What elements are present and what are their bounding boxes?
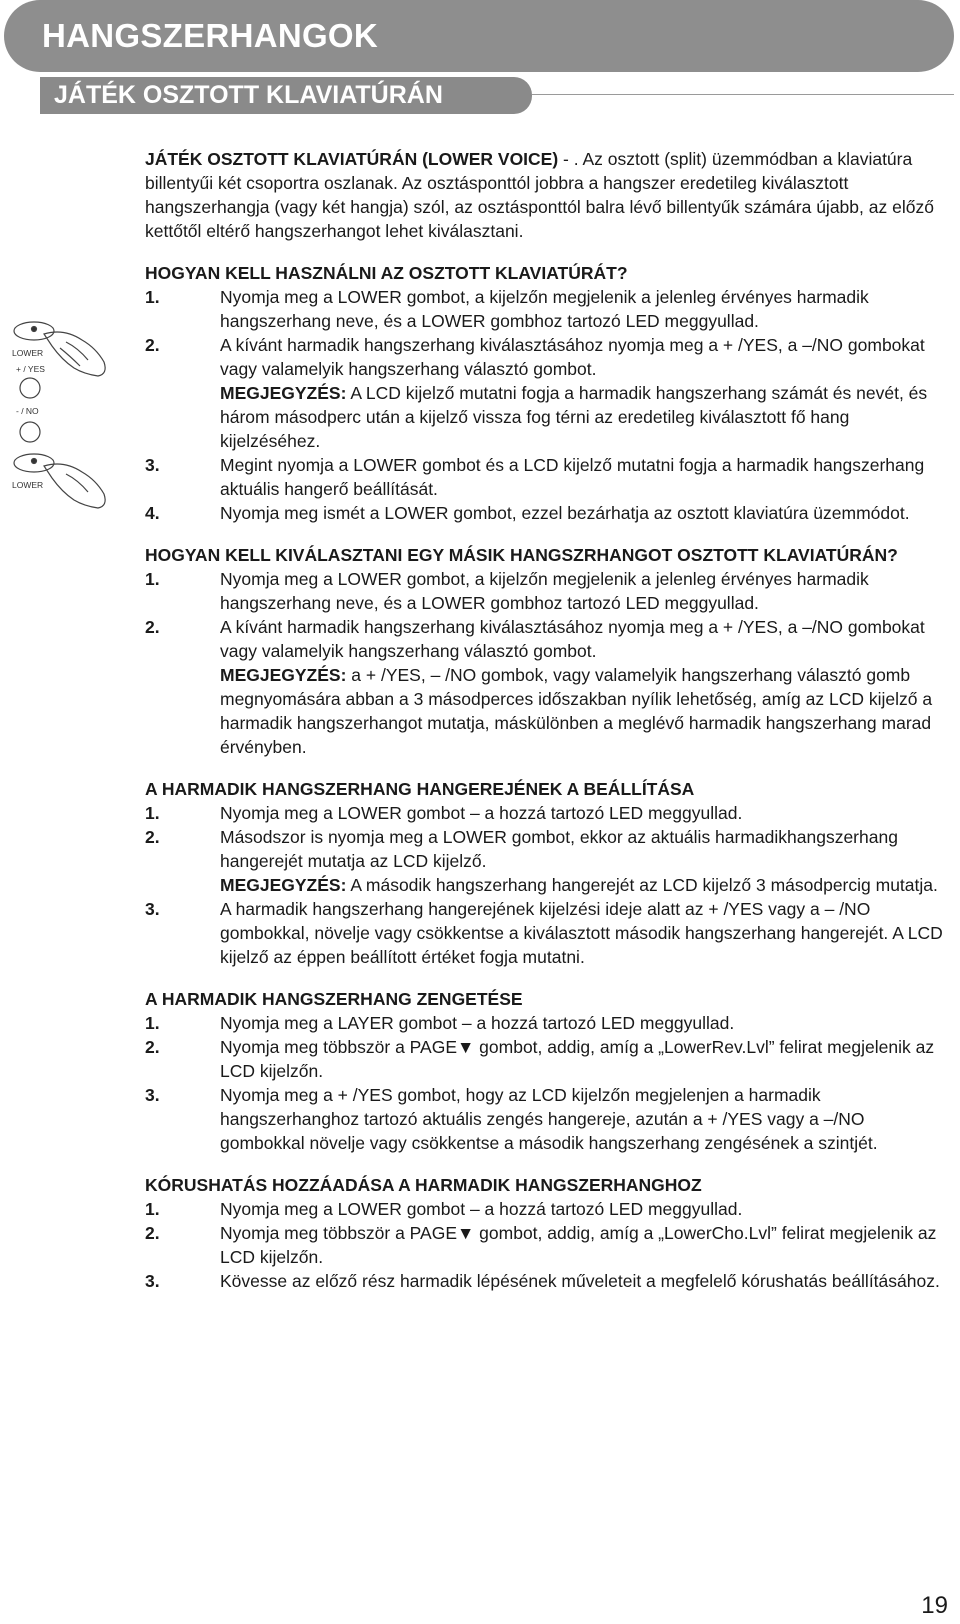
intro-paragraph bbox=[145, 147, 953, 243]
step-text: Nyomja meg a LOWER gombot – a hozzá tartozó LED meggyullad. bbox=[220, 803, 743, 823]
step-number: 2. bbox=[145, 827, 160, 847]
numbered-step bbox=[145, 285, 953, 333]
note-text: a + /YES, – /NO gombok, vagy valamelyik hangszerhang választó gomb megnyomására abban a 3 másodperces időszakban nyílik lehetőség, amíg az LCD kijelző a harmadik hangszerhangot mutatja, máskülönben a meglévő harmadik hangszerhang marad érvényben. bbox=[220, 665, 933, 757]
pressing-hand-icon bbox=[44, 332, 105, 376]
step-text: Nyomja meg a + /YES gombot, hogy az LCD kijelzőn megjelenjen a harmadik hangszerhanghoz tartozó aktuális zengés hangereje, azután a + /YES vagy a –/NO gombokkal növelje vagy csökkentse a második hangszerhang zengésének a szintjét. bbox=[220, 1085, 878, 1153]
no-button-icon bbox=[20, 422, 40, 442]
page-number: 19 bbox=[921, 1592, 948, 1619]
step-text: A kívánt harmadik hangszerhang kiválasztásához nyomja meg a + /YES, a –/NO gombokat vagy valamelyik hangszerhang választó gombot. bbox=[220, 617, 925, 661]
numbered-step bbox=[145, 1011, 953, 1035]
illus-label-lower: LOWER bbox=[12, 348, 44, 358]
step-text: Nyomja meg a LOWER gombot – a hozzá tartozó LED meggyullad. bbox=[220, 1199, 743, 1219]
button-press-illustration bbox=[4, 318, 112, 518]
step-number: 2. bbox=[145, 1037, 160, 1057]
step-number: 2. bbox=[145, 617, 160, 637]
step-text: Megint nyomja a LOWER gombot és a LCD kijelző mutatni fogja a harmadik hangszerhang aktuális hangerő beállítását. bbox=[220, 455, 925, 499]
intro-lead: JÁTÉK OSZTOTT KLAVIATÚRÁN (LOWER VOICE) bbox=[145, 149, 559, 169]
step-text: Nyomja meg többször a PAGE▼ gombot, addig, amíg a „LowerCho.Lvl” felirat megjelenik az LCD kijelzőn. bbox=[220, 1223, 937, 1267]
section-heading: KÓRUSHATÁS HOZZÁADÁSA A HARMADIK HANGSZERHANGHOZ bbox=[145, 1175, 702, 1195]
step-number: 1. bbox=[145, 803, 160, 823]
step-text: Nyomja meg többször a PAGE▼ gombot, addig, amíg a „LowerRev.Lvl” felirat megjelenik az LCD kijelzőn. bbox=[220, 1037, 935, 1081]
section-divider bbox=[532, 94, 954, 95]
note-label: MEGJEGYZÉS: bbox=[220, 665, 347, 685]
step-number: 3. bbox=[145, 1085, 160, 1105]
numbered-step bbox=[145, 801, 953, 825]
note-label: MEGJEGYZÉS: bbox=[220, 383, 347, 403]
intro-body: - . Az osztott (split) üzemmódban a klaviatúra billentyűi két csoportra oszlanak. Az osztásponttól jobbra a hangszer eredetileg kiválasztott hangszerhangja (vagy két hangja) szól, az osztásponttól balra lévő billentyűk számára újabb, az előző kettőtől eltérő hangszerhangot lehet kiválasztani. bbox=[145, 149, 934, 241]
page-content bbox=[145, 147, 953, 1293]
pressing-hand-icon-2 bbox=[44, 464, 105, 508]
numbered-step bbox=[145, 453, 953, 501]
step-number: 1. bbox=[145, 1199, 160, 1219]
note bbox=[145, 663, 953, 759]
step-number: 1. bbox=[145, 569, 160, 589]
step-number: 2. bbox=[145, 335, 160, 355]
numbered-step bbox=[145, 1197, 953, 1221]
sections-container bbox=[145, 261, 953, 1293]
note-text: A második hangszerhang hangerejét az LCD kijelző 3 másodpercig mutatja. bbox=[346, 875, 938, 895]
illus-label-lower-2: LOWER bbox=[12, 480, 44, 490]
section-title: JÁTÉK OSZTOTT KLAVIATÚRÁN bbox=[54, 81, 443, 109]
section-banner bbox=[40, 77, 532, 114]
numbered-step bbox=[145, 333, 953, 381]
step-text: Kövesse az előző rész harmadik lépésének műveleteit a megfelelő kórushatás beállításához. bbox=[220, 1271, 940, 1291]
numbered-step bbox=[145, 1083, 953, 1155]
step-text: Másodszor is nyomja meg a LOWER gombot, ekkor az aktuális harmadikhangszerhang hangerejét mutatja az LCD kijelző. bbox=[220, 827, 898, 871]
page-header bbox=[4, 0, 954, 72]
note bbox=[145, 381, 953, 453]
step-number: 3. bbox=[145, 455, 160, 475]
step-number: 1. bbox=[145, 287, 160, 307]
numbered-step bbox=[145, 1269, 953, 1293]
note bbox=[145, 873, 953, 897]
step-text: Nyomja meg a LOWER gombot, a kijelzőn megjelenik a jelenleg érvényes harmadik hangszerhang neve, és a LOWER gombhoz tartozó LED meggyullad. bbox=[220, 569, 869, 613]
section-heading: HOGYAN KELL KIVÁLASZTANI EGY MÁSIK HANGSZRHANGOT OSZTOTT KLAVIATÚRÁN? bbox=[145, 545, 898, 565]
step-text: Nyomja meg a LAYER gombot – a hozzá tartozó LED meggyullad. bbox=[220, 1013, 735, 1033]
numbered-step bbox=[145, 897, 953, 969]
step-text: A harmadik hangszerhang hangerejének kijelzési ideje alatt az + /YES vagy a – /NO gombokkal, növelje vagy csökkentse a kiválasztott második hangszerhang hangerejét. A LCD kijelző az éppen beállított értéket fogja mutatni. bbox=[220, 899, 943, 967]
step-text: A kívánt harmadik hangszerhang kiválasztásához nyomja meg a + /YES, a –/NO gombokat vagy valamelyik hangszerhang választó gombot. bbox=[220, 335, 925, 379]
step-number: 3. bbox=[145, 1271, 160, 1291]
step-text: Nyomja meg ismét a LOWER gombot, ezzel bezárhatja az osztott klaviatúra üzemmódot. bbox=[220, 503, 910, 523]
numbered-step bbox=[145, 825, 953, 873]
note-label: MEGJEGYZÉS: bbox=[220, 875, 347, 895]
page-title: HANGSZERHANGOK bbox=[42, 17, 379, 54]
yes-button-icon bbox=[20, 378, 40, 398]
numbered-step bbox=[145, 501, 953, 525]
numbered-step bbox=[145, 615, 953, 663]
illus-label-no: - / NO bbox=[16, 406, 39, 416]
numbered-step bbox=[145, 1035, 953, 1083]
step-number: 4. bbox=[145, 503, 160, 523]
step-text: Nyomja meg a LOWER gombot, a kijelzőn megjelenik a jelenleg érvényes harmadik hangszerhang neve, és a LOWER gombhoz tartozó LED meggyullad. bbox=[220, 287, 869, 331]
step-number: 3. bbox=[145, 899, 160, 919]
note-text: A LCD kijelző mutatni fogja a harmadik hangszerhang számát és nevét, és három másodperc után a kijelző vissza fog térni az eredetileg kiválasztott fő hang kijelzéséhez. bbox=[220, 383, 928, 451]
numbered-step bbox=[145, 567, 953, 615]
illus-label-yes: + / YES bbox=[16, 364, 45, 374]
step-number: 1. bbox=[145, 1013, 160, 1033]
section-heading: A HARMADIK HANGSZERHANG ZENGETÉSE bbox=[145, 989, 523, 1009]
step-number: 2. bbox=[145, 1223, 160, 1243]
numbered-step bbox=[145, 1221, 953, 1269]
section-heading: A HARMADIK HANGSZERHANG HANGEREJÉNEK A BEÁLLÍTÁSA bbox=[145, 779, 695, 799]
section-heading: HOGYAN KELL HASZNÁLNI AZ OSZTOTT KLAVIATÚRÁT? bbox=[145, 263, 628, 283]
